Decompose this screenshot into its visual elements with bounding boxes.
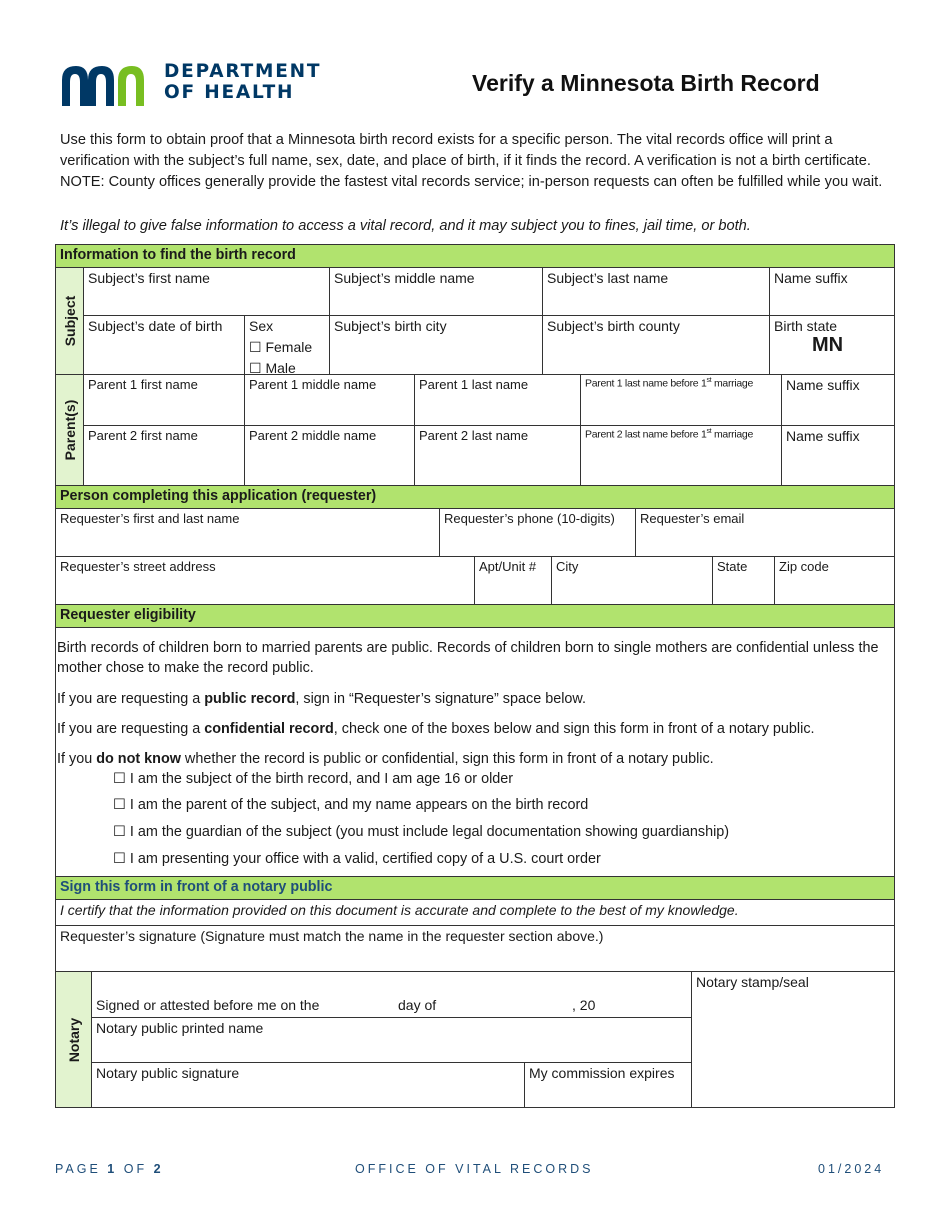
birth-state-field: Birth state MN (769, 315, 895, 375)
section-header-eligibility: Requester eligibility (55, 604, 895, 628)
requester-apt-field[interactable]: Apt/Unit # (474, 556, 552, 605)
section-header-notary: Sign this form in front of a notary public (55, 876, 895, 900)
eligibility-checkbox-subject[interactable]: ☐ I am the subject of the birth record, and I am age 16 or older (113, 771, 514, 787)
eligibility-checkbox-guardian[interactable]: ☐ I am the guardian of the subject (you must include legal documentation showing guardianship) (113, 824, 730, 840)
requester-street-field[interactable]: Requester’s street address (55, 556, 475, 605)
requester-email-field[interactable]: Requester’s email (635, 508, 895, 557)
legal-warning: It’s illegal to give false information to access a vital record, and it may subject you to fines, jail time, or both. (60, 218, 751, 234)
requester-phone-field[interactable]: Requester’s phone (10-digits) (439, 508, 636, 557)
parent2-name-suffix-field[interactable]: Name suffix (781, 425, 895, 486)
parent1-middle-name-field[interactable]: Parent 1 middle name (244, 374, 415, 426)
subject-first-name-field[interactable]: Subject’s first name (83, 267, 330, 316)
office-name: OFFICE OF VITAL RECORDS (355, 1162, 594, 1176)
eligibility-checkbox-parent[interactable]: ☐ I am the parent of the subject, and my name appears on the birth record (113, 797, 589, 813)
parent1-name-suffix-field[interactable]: Name suffix (781, 374, 895, 426)
parent2-maiden-name-field[interactable]: Parent 2 last name before 1st marriage (580, 425, 782, 486)
subject-dob-field[interactable]: Subject’s date of birth (83, 315, 245, 375)
subject-birth-county-field[interactable]: Subject’s birth county (542, 315, 770, 375)
notary-commission-field[interactable]: My commission expires (524, 1062, 692, 1108)
birth-state-value: MN (812, 334, 844, 356)
subject-birth-city-field[interactable]: Subject’s birth city (329, 315, 543, 375)
parent2-middle-name-field[interactable]: Parent 2 middle name (244, 425, 415, 486)
section-header-birth-record: Information to find the birth record (55, 244, 895, 268)
eligibility-checkbox-court-order[interactable]: ☐ I am presenting your office with a valid, certified copy of a U.S. court order (113, 851, 601, 867)
sex-male-checkbox[interactable]: ☐ Male (249, 360, 296, 375)
subject-last-name-field[interactable]: Subject’s last name (542, 267, 770, 316)
subject-name-suffix-field[interactable]: Name suffix (769, 267, 895, 316)
parent1-first-name-field[interactable]: Parent 1 first name (83, 374, 245, 426)
parent2-first-name-field[interactable]: Parent 2 first name (83, 425, 245, 486)
unknown-record-instruction: If you do not know whether the record is public or confidential, sign this form in front of a notary public. (57, 751, 714, 767)
form (55, 244, 895, 1108)
subject-side-label: Subject (55, 267, 84, 375)
form-date: 01/2024 (818, 1162, 885, 1176)
intro-text: Use this form to obtain proof that a Minnesota birth record exists for a specific person. The vital records office will print a verification with the subject’s full name, sex, date, and place of birth, if it finds the record. A verification is not a birth certificate. NOTE: County offices generally provide the fastest vital records service; in-person requests can often be fulfilled while you wait. (60, 132, 883, 190)
notary-printed-name-field[interactable]: Notary public printed name (91, 1017, 692, 1063)
eligibility-explanation: Birth records of children born to married parents are public. Records of children born to single mothers are confidential unless the mother chose to make the record public. (57, 640, 879, 676)
page-title: Verify a Minnesota Birth Record (472, 70, 820, 96)
subject-middle-name-field[interactable]: Subject’s middle name (329, 267, 543, 316)
logo-text: DEPARTMENT OF HEALTH (164, 61, 322, 103)
parents-side-label: Parent(s) (55, 374, 84, 486)
parent2-last-name-field[interactable]: Parent 2 last name (414, 425, 581, 486)
confidential-record-instruction: If you are requesting a confidential record, check one of the boxes below and sign this form in front of a notary public. (57, 721, 815, 737)
requester-name-field[interactable]: Requester’s first and last name (55, 508, 440, 557)
section-header-requester: Person completing this application (requester) (55, 485, 895, 509)
parent1-maiden-name-field[interactable]: Parent 1 last name before 1st marriage (580, 374, 782, 426)
subject-sex-field (244, 315, 330, 375)
page-number: PAGE 1 OF 2 (55, 1162, 164, 1176)
notary-side-label: Notary (55, 971, 92, 1108)
requester-state-field[interactable]: State (712, 556, 775, 605)
notary-stamp-area: Notary stamp/seal (691, 971, 895, 1108)
sex-female-checkbox[interactable]: ☐ Female (249, 339, 313, 355)
certification-statement: I certify that the information provided on this document is accurate and complete to the best of my knowledge. (55, 899, 895, 926)
notary-signature-field[interactable]: Notary public signature (91, 1062, 525, 1108)
parent1-last-name-field[interactable]: Parent 1 last name (414, 374, 581, 426)
requester-signature-field[interactable]: Requester’s signature (Signature must match the name in the requester section above.) (55, 925, 895, 972)
public-record-instruction: If you are requesting a public record, sign in “Requester’s signature” space below. (57, 691, 587, 707)
mn-logo-icon (58, 62, 158, 108)
notary-attestation-field[interactable]: Signed or attested before me on the day of , 20 (91, 971, 692, 1018)
mdh-logo (58, 60, 338, 110)
requester-city-field[interactable]: City (551, 556, 713, 605)
sex-label: Sex (249, 318, 274, 334)
requester-zip-field[interactable]: Zip code (774, 556, 895, 605)
